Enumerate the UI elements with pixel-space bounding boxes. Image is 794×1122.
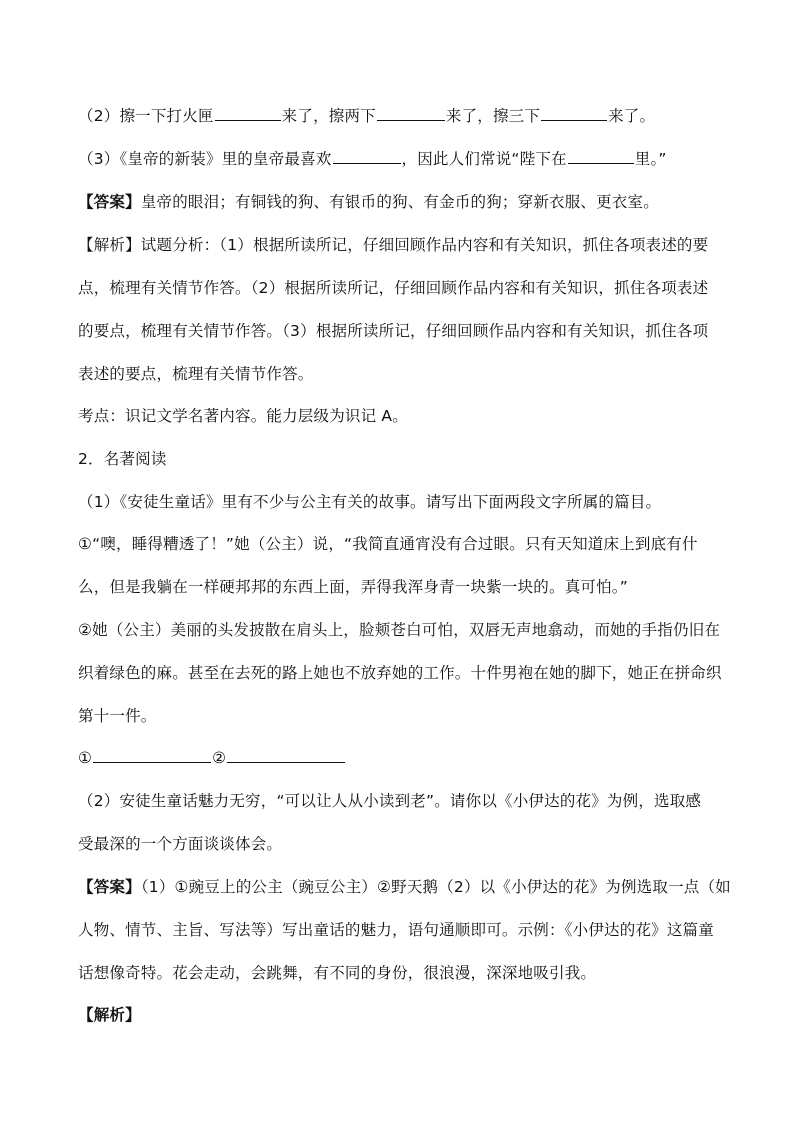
- answer-blank: [93, 748, 211, 763]
- q1-3-text-2: ，因此人们常说“陛下在: [401, 150, 567, 168]
- q1-2-text-4: 来了。: [608, 107, 656, 125]
- q1-3-text-3: 里。”: [634, 150, 667, 168]
- question-2-2-line-2: 受最深的一个方面谈谈体会。: [78, 835, 283, 853]
- question-2-1: （1）《安徒生童话》里有不少与公主有关的故事。请写出下面两段文字所属的篇目。: [78, 493, 662, 511]
- question-2-title: 2．名著阅读: [78, 450, 167, 468]
- circle-2: ②: [212, 749, 227, 767]
- answer-blank: [227, 748, 345, 763]
- answer-label: 【答案】: [78, 193, 141, 211]
- answer-blank: [541, 106, 607, 121]
- analysis-1-line-4: 表述的要点，梳理有关情节作答。: [78, 365, 314, 383]
- passage-2-line-2: 织着绿色的麻。甚至在去死的路上她也不放弃她的工作。十件男袍在她的脚下，她正在拼命织: [78, 664, 722, 682]
- answer-blank: [215, 106, 281, 121]
- circle-1: ①: [78, 749, 93, 767]
- passage-2-line-1: ②她（公主）美丽的头发披散在肩头上，脸颊苍白可怕，双唇无声地翕动，而她的手指仍旧在: [78, 621, 721, 639]
- question-1-3: [78, 148, 738, 170]
- answer-blank: [333, 149, 401, 164]
- passage-1-line-2: 么，但是我躺在一样硬邦邦的东西上面，弄得我浑身青一块紫一块的。真可怕。”: [78, 578, 628, 596]
- q1-3-text-1: （3）《皇帝的新装》里的皇帝最喜欢: [78, 150, 332, 168]
- analysis-2-label: 【解析】: [78, 1006, 141, 1024]
- question-2-2-line-1: （2）安徒生童话魅力无穷，“可以让人从小读到老”。请你以《小伊达的花》为例，选取感: [78, 792, 702, 810]
- answer-2-line-3: 话想像奇特。花会走动，会跳舞，有不同的身份，很浪漫，深深地吸引我。: [78, 964, 597, 982]
- answer-text: 皇帝的眼泪；有铜钱的狗、有银币的狗、有金币的狗；穿新衣服、更衣室。: [140, 193, 659, 211]
- q1-2-text-1: （2）擦一下打火匣: [78, 107, 214, 125]
- analysis-1-line-2: 点，梳理有关情节作答。（2）根据所读所记，仔细回顾作品内容和有关知识，抓住各项表述: [78, 279, 709, 297]
- answer-2-line-2: 人物、情节、主旨、写法等）写出童话的魅力，语句通顺即可。示例：《小伊达的花》这篇童: [78, 921, 714, 939]
- q1-2-text-2: 来了，擦两下: [281, 107, 376, 125]
- analysis-1-line-1: 【解析】试题分析：（1）根据所读所记，仔细回顾作品内容和有关知识，抓住各项表述的要: [78, 236, 709, 254]
- passage-1-line-1: ①“噢，睡得糟透了！”她（公主）说，“我简直通宵没有合过眼。只有天知道床上到底有什: [78, 535, 698, 553]
- answer-2-line-1: [78, 876, 738, 898]
- answer-blanks-row: [78, 747, 738, 769]
- q1-2-text-3: 来了，擦三下: [445, 107, 541, 125]
- kaodian: 考点：识记文学名著内容。能力层级为识记 A。: [78, 407, 408, 425]
- answer-label: 【答案】: [78, 878, 141, 896]
- answer-1: [78, 191, 738, 213]
- answer-2-text-1: （1）①豌豆上的公主（豌豆公主）②野天鹅（2）以《小伊达的花》为例选取一点（如: [140, 878, 731, 896]
- answer-blank: [568, 149, 634, 164]
- analysis-1-line-3: 的要点，梳理有关情节作答。（3）根据所读所记，仔细回顾作品内容和有关知识，抓住各项: [78, 322, 709, 340]
- passage-2-line-3: 第十一件。: [78, 707, 157, 725]
- answer-blank: [377, 106, 445, 121]
- question-1-2: [78, 105, 738, 127]
